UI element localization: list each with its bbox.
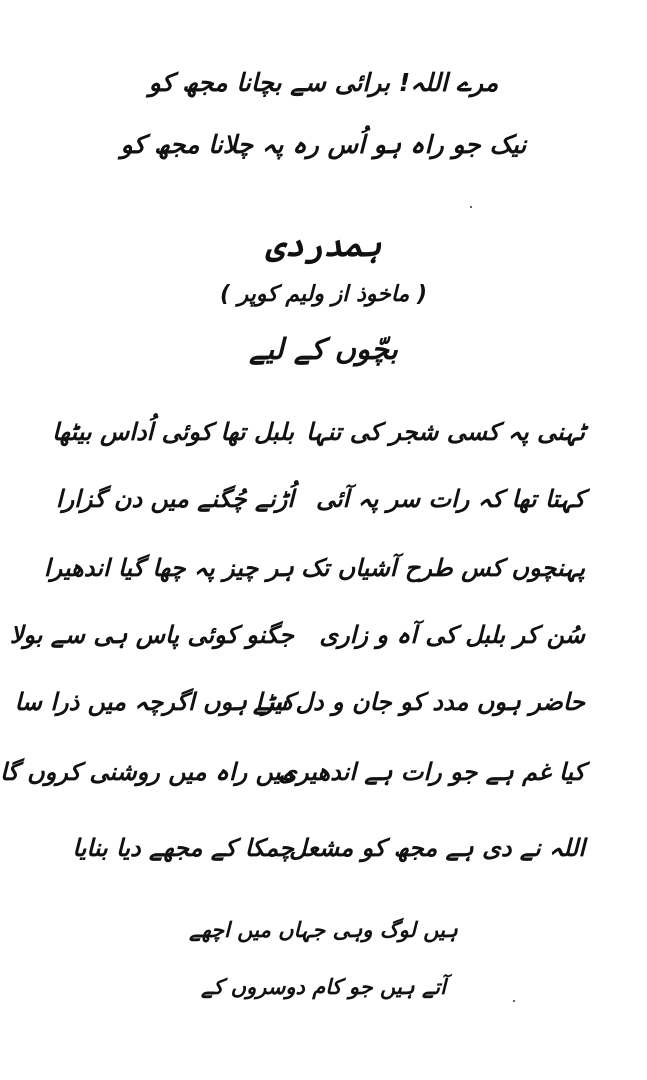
couplet-2-second-line: اُڑنے چُگنے میں دن گزارا [55,485,294,513]
couplet-5-first-line: حاضر ہوں مدد کو جان و دل سے [253,688,585,716]
poem-title: ہمدردی [265,225,382,264]
couplet-4-first-line: سُن کر بلبل کی آہ و زاری [319,621,585,649]
couplet-1-second-line: بلبل تھا کوئی اُداس بیٹھا [52,418,294,446]
poem-source-note: ( ماخوذ از ولیم کوپر ) [219,282,428,307]
couplet-3-first-line: پہنچوں کس طرح آشیاں تک [301,554,585,582]
couplet-6-first-line: کیا غم ہے جو رات ہے اندھیری [278,758,585,786]
couplet-4-second-line: جگنو کوئی پاس ہی سے بولا [9,621,294,649]
poem-dedication: بچّوں کے لیے [249,332,398,366]
scan-speck [513,1000,515,1002]
couplet-6-second-line: میں راہ میں روشنی کروں گا [0,758,294,786]
opening-verse-line-1: مرے اللہ! برائی سے بچانا مجھ کو [148,68,499,97]
couplet-7-second-line: چمکا کے مجھے دیا بنایا [72,834,294,862]
couplet-7-first-line: اللہ نے دی ہے مجھ کو مشعل [289,834,585,862]
couplet-2-first-line: کہتا تھا کہ رات سر پہ آئی [315,485,585,513]
couplet-1-first-line: ٹہنی پہ کسی شجر کی تنہا [306,418,585,446]
opening-verse-line-2: نیک جو راہ ہو اُس رہ پہ چلانا مجھ کو [120,130,527,159]
closing-verse-line-1: ہیں لوگ وہی جہاں میں اچھے [189,918,458,942]
couplet-3-second-line: ہر چیز پہ چھا گیا اندھیرا [43,554,294,582]
closing-verse-line-2: آتے ہیں جو کام دوسروں کے [201,975,446,999]
couplet-5-second-line: کیڑا ہوں اگرچہ میں ذرا سا [14,688,294,716]
scan-speck [470,206,472,208]
